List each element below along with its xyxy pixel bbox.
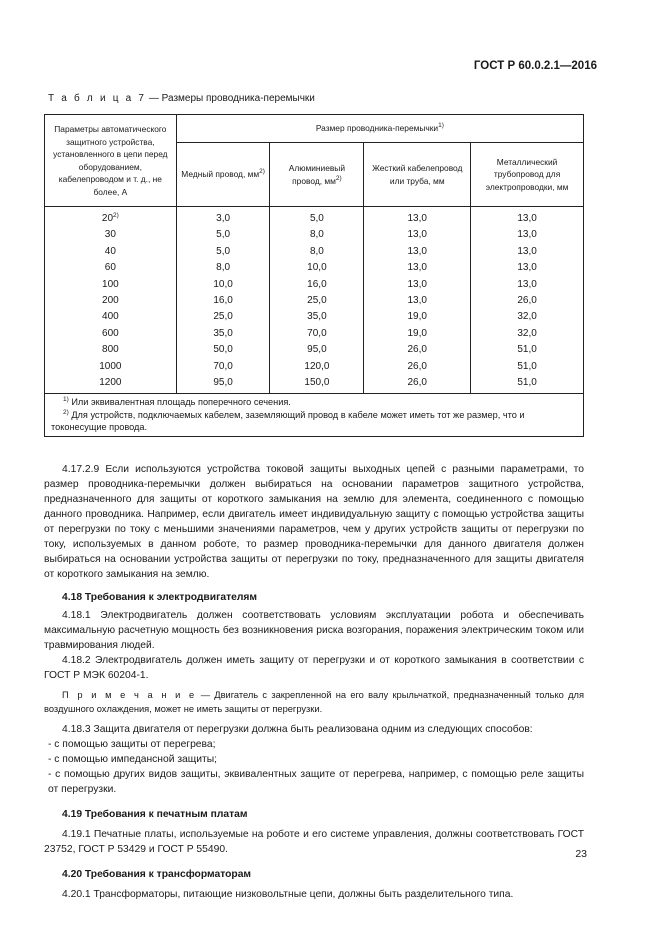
note-text: — Двигатель с закрепленной на его валу крыльчаткой, предназначенный только для воздушного охлаждения, может не иметь защиты от перегрузки. [44, 690, 585, 714]
page-number: 23 [575, 848, 587, 860]
table-row [45, 326, 584, 342]
table-caption [48, 93, 315, 104]
table-cell: 13,0 [364, 293, 471, 309]
table-cell: 16,0 [270, 277, 364, 293]
table-cell: 60 [45, 260, 177, 276]
table-cell: 32,0 [471, 326, 584, 342]
table-cell: 1000 [45, 359, 177, 375]
head-copper [176, 143, 270, 207]
table-body [45, 207, 584, 394]
table-cell: 19,0 [364, 309, 471, 325]
table-cell: 25,0 [270, 293, 364, 309]
conductor-size-table [44, 114, 584, 437]
list-item: - с помощью других видов защиты, эквивалентных защите от перегрева, например, с помощью реле защиты от перегрузки. [48, 769, 584, 795]
head-conduit: Жесткий кабелепровод или труба, мм [364, 143, 471, 207]
table-cell: 16,0 [176, 293, 270, 309]
table-cell: 10,0 [176, 277, 270, 293]
table-cell: 35,0 [176, 326, 270, 342]
table-cell: 5,0 [176, 244, 270, 260]
table-cell: 51,0 [471, 375, 584, 394]
table-cell: 40 [45, 244, 177, 260]
table-caption-label: Т а б л и ц а 7 [48, 93, 147, 104]
table-cell: 1200 [45, 375, 177, 394]
table-cell: 13,0 [364, 244, 471, 260]
table-footnotes [45, 394, 584, 437]
table-cell: 25,0 [176, 309, 270, 325]
table-cell: 13,0 [364, 260, 471, 276]
footnote-2-mark: 2) [63, 408, 69, 416]
heading-4-18: 4.18 Требования к электродвигателям [62, 592, 258, 603]
table-cell: 26,0 [364, 375, 471, 394]
table-cell: 70,0 [176, 359, 270, 375]
head-group [176, 115, 583, 143]
table-cell: 26,0 [364, 359, 471, 375]
table-cell: 600 [45, 326, 177, 342]
table-cell: 26,0 [471, 293, 584, 309]
table-row [45, 342, 584, 358]
table-cell: 8,0 [270, 244, 364, 260]
table-cell: 30 [45, 227, 177, 243]
table-cell: 35,0 [270, 309, 364, 325]
paragraph-4-17-2-9: 4.17.2.9 Если используются устройства токовой защиты выходных цепей с разными параметрами, то размер проводника-перемычки должен выбираться на основании параметров защитного устройства, предназначенного для защиты от короткого замыкания на землю для элемента, соединенного с помощью данного проводника. Например, если двигатель имеет индивидуальную защиту с помощью устройства защиты от перегрузки по току с меньшими значениями параметров, чем у других устройств защиты от перегрузки по току, используемых в данном роботе, то размер проводника-перемычки для данного двигателя должен выбираться на основании устройства защиты от перегрузки по току, предназначенного для защиты двигателя от короткого замыкания на землю. [44, 464, 584, 580]
table-row [45, 260, 584, 276]
footnote-1 [51, 396, 579, 409]
table-cell: 10,0 [270, 260, 364, 276]
table-cell: 120,0 [270, 359, 364, 375]
footnote-2-text: Для устройств, подключаемых кабелем, заземляющий провод в кабеле может иметь тот же размер, что и токонесущие провода. [51, 409, 525, 433]
paragraph-4-20-1: 4.20.1 Трансформаторы, питающие низковольтные цепи, должны быть разделительного типа. [62, 889, 514, 900]
paragraph-4-18-3: 4.18.3 Защита двигателя от перегрузки должна быть реализована одним из следующих способов: [62, 724, 533, 735]
table-cell: 100 [45, 277, 177, 293]
table-cell: 13,0 [471, 260, 584, 276]
first-row-sup: 2) [113, 212, 119, 219]
head-alu-sup: 2) [335, 174, 342, 182]
head-alu-label: Алюминиевый провод, мм [288, 163, 346, 186]
table-cell: 13,0 [471, 277, 584, 293]
table-cell: 70,0 [270, 326, 364, 342]
head-copper-label: Медный провод, мм [181, 169, 260, 180]
table-row [45, 227, 584, 243]
protection-methods-list [44, 737, 584, 797]
table-cell: 13,0 [364, 227, 471, 243]
heading-4-20: 4.20 Требования к трансформаторам [62, 869, 252, 880]
table-cell: 8,0 [176, 260, 270, 276]
table-cell: 400 [45, 309, 177, 325]
heading-4-19: 4.19 Требования к печатным платам [62, 809, 248, 820]
footnote-1-text: Или эквивалентная площадь поперечного сечения. [68, 397, 291, 408]
table-row [45, 277, 584, 293]
table-row [45, 359, 584, 375]
footnote-2 [51, 409, 579, 434]
table-cell: 26,0 [364, 342, 471, 358]
note [44, 689, 584, 716]
table-row [45, 293, 584, 309]
list-item: - с помощью импедансной защиты; [48, 754, 217, 765]
table-cell: 13,0 [471, 244, 584, 260]
document-id: ГОСТ Р 60.0.2.1—2016 [473, 60, 597, 72]
table-row [45, 309, 584, 325]
table-cell: 5,0 [270, 207, 364, 228]
paragraph-4-18-2: 4.18.2 Электродвигатель должен иметь защиту от перегрузки и от короткого замыкания в соответствии с ГОСТ Р МЭК 60204-1. [44, 655, 584, 681]
table-row [45, 207, 584, 228]
table-cell: 95,0 [270, 342, 364, 358]
head-alu [270, 143, 364, 207]
head-group-sup: 1) [438, 122, 444, 130]
table-cell: 50,0 [176, 342, 270, 358]
table-cell: 8,0 [270, 227, 364, 243]
note-label: П р и м е ч а н и е [62, 690, 197, 700]
table-row [45, 375, 584, 394]
list-item: - с помощью защиты от перегрева; [48, 739, 216, 750]
table-cell: 150,0 [270, 375, 364, 394]
table-row [45, 244, 584, 260]
table-caption-title: — Размеры проводника-перемычки [146, 93, 315, 104]
table-cell: 3,0 [176, 207, 270, 228]
paragraph-4-18-1: 4.18.1 Электродвигатель должен соответствовать условиям эксплуатации робота и обеспечивать максимальную расчетную мощность без возникновения риска возгорания, поражения электрическим током или травмирования людей. [44, 610, 584, 651]
table-cell: 51,0 [471, 359, 584, 375]
table-cell: 800 [45, 342, 177, 358]
table-cell: 200 [45, 293, 177, 309]
table-cell: 13,0 [364, 277, 471, 293]
table-cell: 32,0 [471, 309, 584, 325]
table-cell: 13,0 [471, 207, 584, 228]
table-cell: 13,0 [471, 227, 584, 243]
table-cell: 95,0 [176, 375, 270, 394]
footnote-1-mark: 1) [63, 396, 69, 404]
table-cell: 19,0 [364, 326, 471, 342]
table-cell: 51,0 [471, 342, 584, 358]
paragraph-4-19-1: 4.19.1 Печатные платы, используемые на роботе и его системе управления, должны соответствовать ГОСТ 23752, ГОСТ Р 53429 и ГОСТ Р 55490. [44, 829, 584, 855]
table-cell: 20$^{2)}$ [45, 207, 177, 228]
table-cell: 13,0 [364, 207, 471, 228]
head-group-label: Размер проводника-перемычки [315, 123, 439, 134]
head-metal: Металлический трубопровод для электропроводки, мм [471, 143, 584, 207]
head-copper-sup: 2) [259, 168, 265, 176]
table-cell: 5,0 [176, 227, 270, 243]
head-param: Параметры автоматического защитного устройства, установленного в цепи перед оборудованием, кабелепроводом и т. д., не более, А [45, 115, 177, 207]
body-text [44, 462, 584, 902]
